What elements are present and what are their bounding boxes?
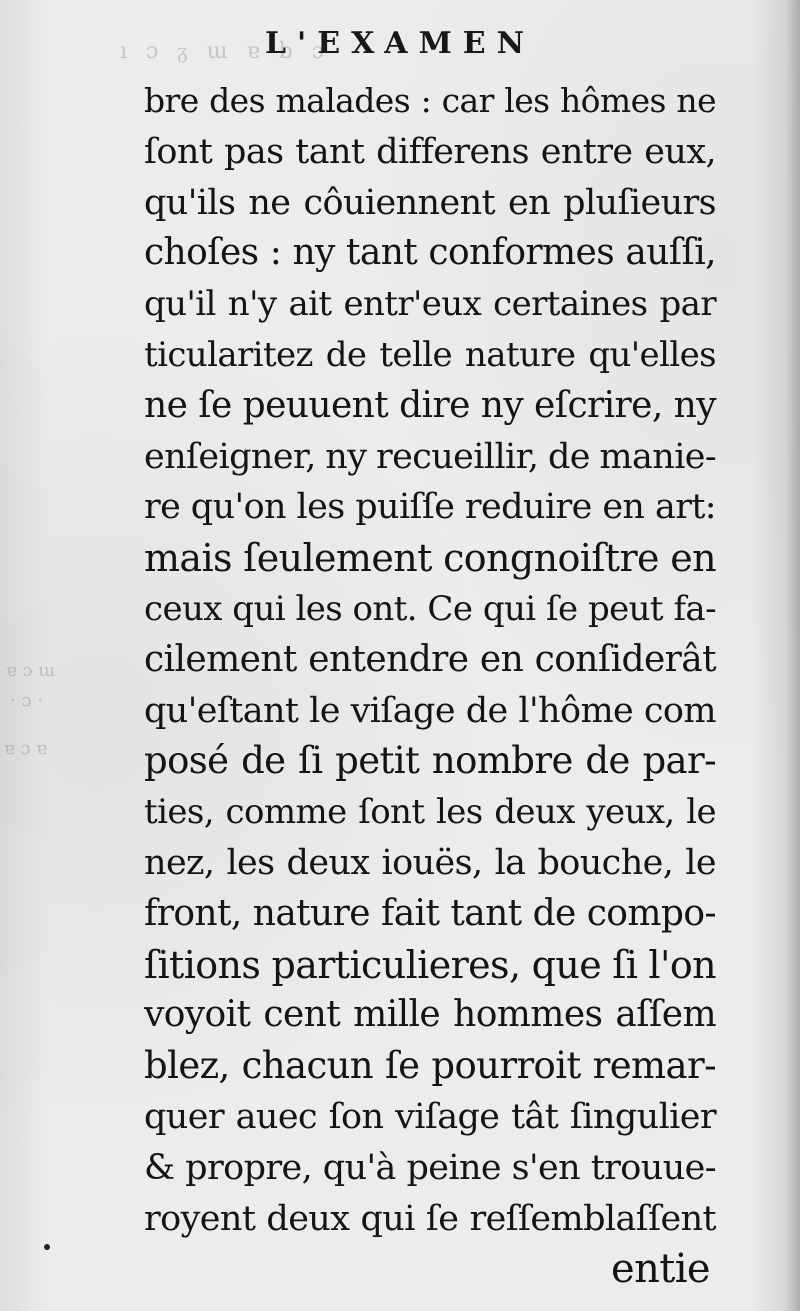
text-line: blez, chacun ſe pourroit remar- bbox=[144, 1044, 716, 1088]
ink-speck bbox=[44, 1244, 50, 1250]
text-line: qu'ils ne côuiennent en pluſieurs bbox=[144, 182, 716, 223]
show-through-margin: ɐ ɔ ɐ bbox=[4, 738, 47, 759]
text-line: ne ſe peuuent dire ny eſcrire, ny bbox=[144, 384, 716, 426]
text-line: ſont pas tant differens entre eux, bbox=[144, 131, 716, 172]
text-line: bre des malades : car les hômes ne bbox=[144, 81, 716, 120]
page-edge-shadow bbox=[786, 0, 800, 1311]
text-line: mais ſeulement congnoiſtre en bbox=[144, 536, 716, 581]
text-line: quer auec ſon viſage tât ſingulier bbox=[144, 1096, 716, 1137]
running-head: L'EXAMEN bbox=[264, 26, 536, 61]
text-line: nez, les deux iouës, la bouche, le bbox=[144, 842, 716, 883]
text-line: & propre, qu'à peine s'en trouue- bbox=[144, 1147, 716, 1188]
text-line: royent deux qui ſe reſſemblaſſent bbox=[144, 1198, 716, 1239]
text-line: ſitions particulieres, que ſi l'on bbox=[144, 942, 716, 987]
text-line: voyoit cent mille hommes aſſem bbox=[144, 994, 716, 1036]
text-line: cilement entendre en conſiderât bbox=[144, 638, 716, 680]
text-line: re qu'on les puiſſe reduire en art: bbox=[144, 487, 716, 528]
body-text bbox=[144, 76, 716, 1295]
catchword: entie bbox=[611, 1246, 710, 1293]
show-through-margin: · ɔ · bbox=[10, 690, 43, 711]
text-line: ties, comme ſont les deux yeux, le bbox=[144, 792, 716, 833]
text-line: choſes : ny tant conformes auſſi, bbox=[144, 232, 716, 274]
show-through-text: ı ɔ ᵹ ɯ ɐ b ɔ bbox=[120, 39, 331, 64]
show-through-margin: ɐ ɔ ɯ bbox=[6, 660, 56, 681]
text-line: ceux qui les ont. Ce qui ſe peut fa- bbox=[144, 588, 716, 629]
text-line: posé de ſi petit nombre de par- bbox=[144, 739, 716, 783]
text-line: qu'eſtant le viſage de l'hôme com bbox=[144, 690, 716, 731]
text-line: ticularitez de telle nature qu'elles bbox=[144, 334, 716, 375]
text-line: front, nature fait tant de compo- bbox=[144, 892, 716, 934]
text-line: enſeigner, ny recueillir, de manie- bbox=[144, 436, 717, 477]
text-line: qu'il n'y ait entr'eux certaines par bbox=[144, 284, 716, 325]
